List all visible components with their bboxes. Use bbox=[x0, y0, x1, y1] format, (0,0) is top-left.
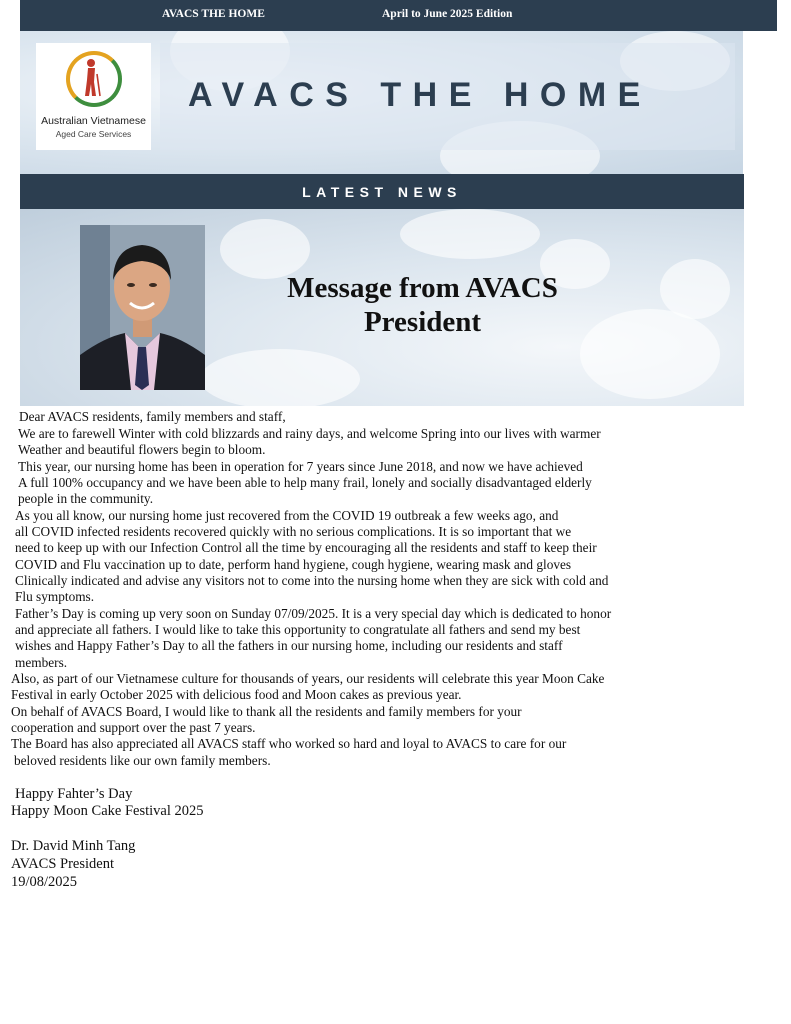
logo-text-line1: Australian Vietnamese bbox=[41, 115, 146, 127]
body-line: need to keep up with our Infection Control all the time by encouraging all the residents and staff to keep their bbox=[15, 540, 597, 555]
body-line: A full 100% occupancy and we have been able to help many frail, lonely and socially disadvantaged elderly bbox=[18, 475, 592, 490]
greeting-line: Happy Fahter’s Day bbox=[15, 786, 133, 802]
body-line: Clinically indicated and advise any visitors not to come into the nursing home when they are sick with cold and bbox=[15, 573, 609, 588]
greeting-line: Happy Moon Cake Festival 2025 bbox=[11, 803, 204, 819]
article-banner bbox=[20, 209, 744, 406]
body-line: COVID and Flu vaccination up to date, perform hand hygiene, cough hygiene, wearing mask and gloves bbox=[15, 557, 572, 572]
signature-name: Dr. David Minh Tang bbox=[11, 838, 136, 854]
body-line: On behalf of AVACS Board, I would like to thank all the residents and family members for your bbox=[11, 704, 522, 719]
masthead-title: AVACS THE HOME bbox=[188, 76, 652, 114]
latest-news-label: LATEST NEWS bbox=[302, 184, 462, 200]
body-line: beloved residents like our own family members. bbox=[14, 753, 271, 768]
body-line: and appreciate all fathers. I would like to take this opportunity to congratulate all fathers and send my best bbox=[15, 622, 581, 637]
body-line: Weather and beautiful flowers begin to bloom. bbox=[18, 442, 266, 457]
signature-title: AVACS President bbox=[11, 856, 115, 872]
edition-label: April to June 2025 Edition bbox=[382, 8, 513, 20]
body-line: The Board has also appreciated all AVACS staff who worked so hard and loyal to AVACS to care for our bbox=[11, 736, 567, 751]
body-line: As you all know, our nursing home just recovered from the COVID 19 outbreak a few weeks ago, and bbox=[15, 508, 559, 523]
article-headline bbox=[235, 271, 610, 339]
body-line: wishes and Happy Father’s Day to all the fathers in our nursing home, including our residents and staff bbox=[15, 638, 563, 653]
body-line: Father’s Day is coming up very soon on Sunday 07/09/2025. It is a very special day which is dedicated to honor bbox=[15, 606, 612, 621]
body-line: Flu symptoms. bbox=[15, 589, 95, 604]
body-line: This year, our nursing home has been in operation for 7 years since June 2018, and now we have achieved bbox=[18, 459, 583, 474]
body-line: people in the community. bbox=[18, 491, 154, 506]
publication-name: AVACS THE HOME bbox=[162, 8, 265, 20]
top-bar bbox=[20, 0, 777, 31]
body-line: We are to farewell Winter with cold blizzards and rainy days, and welcome Spring into our lives with warmer bbox=[18, 426, 601, 441]
body-line: Also, as part of our Vietnamese culture for thousands of years, our residents will celebrate this year Moon Cake bbox=[11, 671, 605, 686]
president-photo bbox=[80, 225, 205, 390]
body-line: Dear AVACS residents, family members and staff, bbox=[19, 409, 286, 424]
body-line: cooperation and support over the past 7 years. bbox=[11, 720, 256, 735]
logo-text-line2: Aged Care Services bbox=[55, 129, 132, 139]
latest-news-bar bbox=[20, 174, 744, 209]
body-line: members. bbox=[15, 655, 68, 670]
body-line: Festival in early October 2025 with delicious food and Moon cakes as previous year. bbox=[11, 687, 462, 702]
signature-date: 19/08/2025 bbox=[11, 874, 78, 890]
elderly-person-icon bbox=[82, 58, 102, 98]
headline-line-1: Message from AVACS bbox=[287, 272, 558, 304]
body-line: all COVID infected residents recovered quickly with no serious complications. It is so important that we bbox=[15, 524, 572, 539]
avacs-logo bbox=[36, 43, 151, 150]
masthead bbox=[20, 31, 743, 174]
headline-line-2: President bbox=[363, 306, 482, 338]
